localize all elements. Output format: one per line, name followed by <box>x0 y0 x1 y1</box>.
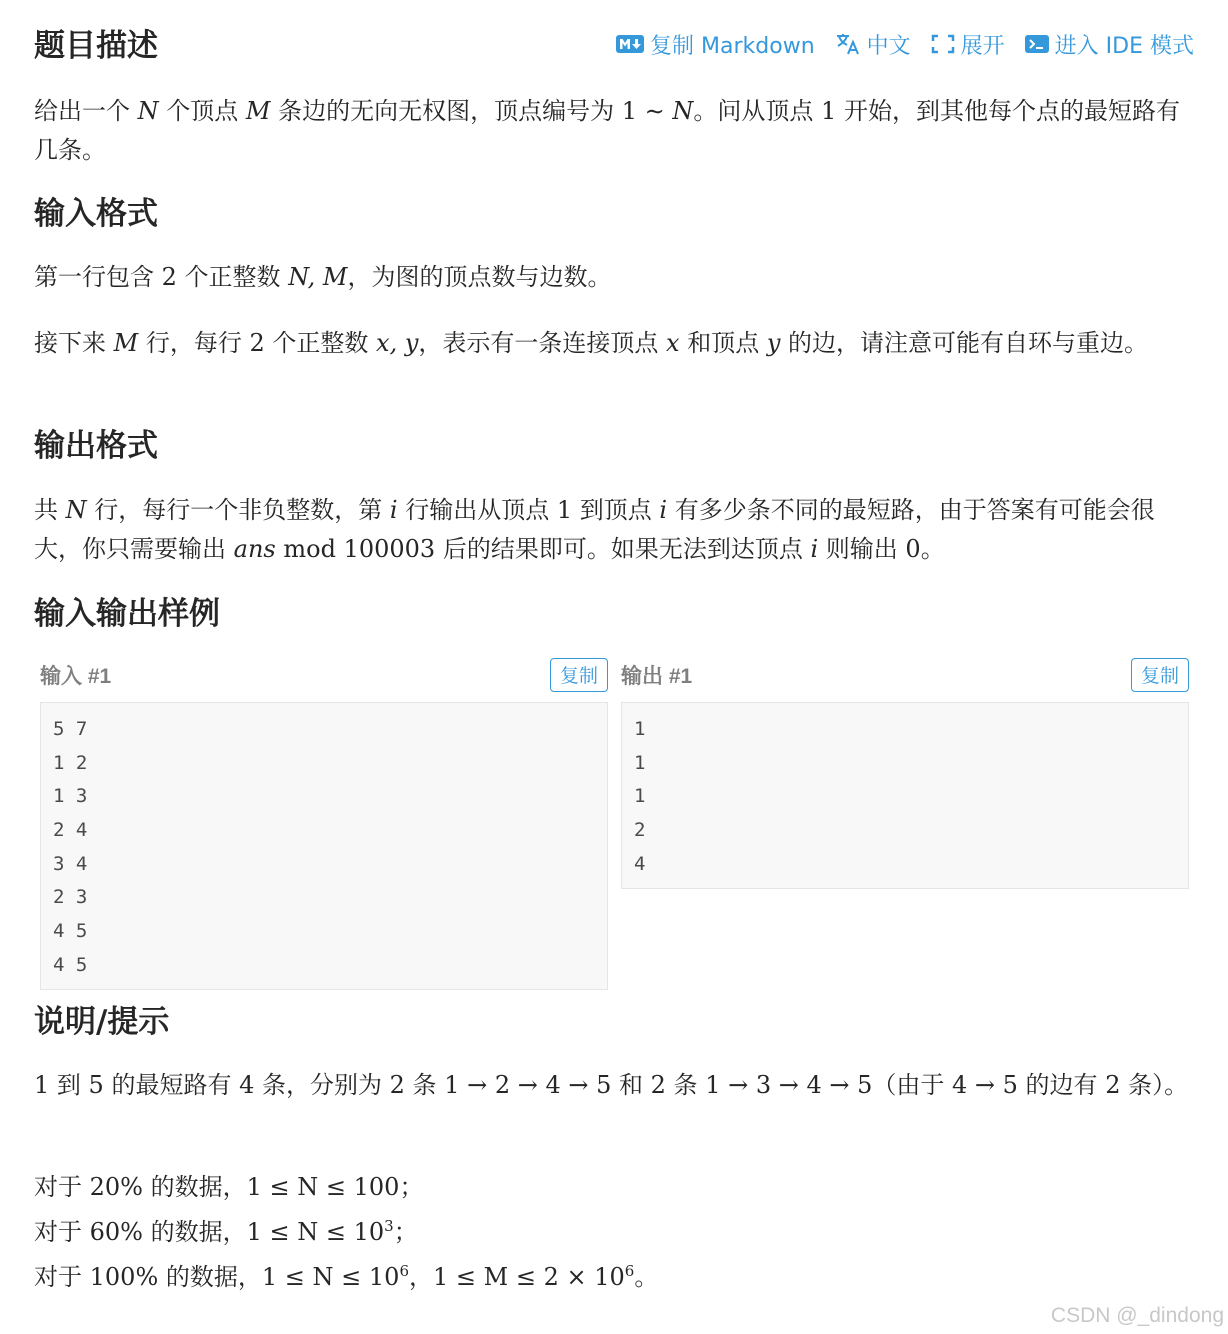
copy-markdown-button[interactable] <box>616 29 815 60</box>
ide-mode-label: 进入 IDE 模式 <box>1054 33 1194 59</box>
hint-explanation: 1 到 5 的最短路有 4 条，分别为 2 条 1 → 2 → 4 → 5 和 2 条 1 → 3 → 4 → 5（由于 4 → 5 的边有 2 条）。 <box>34 1071 1189 1099</box>
copy-input-button[interactable]: 复制 <box>550 658 608 692</box>
markdown-icon <box>616 35 644 53</box>
expand-button[interactable] <box>931 29 1005 60</box>
sample-input <box>34 656 608 976</box>
problem-toolbar <box>610 28 1194 60</box>
description-text: 给出一个 N 个顶点 M 条边的无向无权图，顶点编号为 1 ∼ N。问从顶点 1 开始，到其他每个点的最短路有几条。 <box>34 97 1180 164</box>
sample-output <box>615 656 1189 875</box>
sample-input-code <box>40 702 608 990</box>
hint-constraints <box>34 1168 1194 1297</box>
sample-output-code <box>621 702 1189 889</box>
watermark: CSDN @_dindong <box>1050 1304 1224 1327</box>
code-line: 1 3 <box>53 785 88 808</box>
expand-label: 展开 <box>960 33 1005 59</box>
code-line: 1 2 <box>53 751 88 774</box>
constraint-line: 对于 60% 的数据，$1 \le N \le 10^3$； <box>34 1217 418 1246</box>
code-line: 4 5 <box>53 953 88 976</box>
heading-output-format: 输出格式 <box>34 428 158 464</box>
input-format-line2: 接下来 M 行，每行 2 个正整数 x, y，表示有一条连接顶点 x 和顶点 y 的边，请注意可能有自环与重边。 <box>34 329 1149 357</box>
constraint-line: 对于 20% 的数据，1 ≤ N ≤ 100； <box>34 1173 424 1201</box>
code-line: 4 5 <box>53 920 88 943</box>
code-line: 2 4 <box>53 819 88 842</box>
expand-icon <box>931 34 955 54</box>
heading-description: 题目描述 <box>34 28 158 64</box>
heading-input-format: 输入格式 <box>34 196 158 232</box>
code-line: 1 <box>634 785 646 808</box>
translate-icon <box>835 32 861 56</box>
code-line: 5 7 <box>53 718 88 740</box>
heading-samples: 输入输出样例 <box>34 596 220 632</box>
code-line: 1 <box>634 718 646 740</box>
code-line: 4 <box>634 852 646 875</box>
code-line: 2 3 <box>53 886 88 909</box>
terminal-icon <box>1025 34 1049 54</box>
copy-markdown-label: 复制 Markdown <box>650 33 815 59</box>
input-format-line1: 第一行包含 2 个正整数 N, M，为图的顶点数与边数。 <box>34 263 612 291</box>
language-label: 中文 <box>866 33 911 59</box>
constraint-line: 对于 100% 的数据，$1 \le N \le 10^6$，$1 \le M \le 2 \times 10^6$。 <box>34 1262 659 1291</box>
code-line: 2 <box>634 819 646 842</box>
output-format-text: 共 N 行，每行一个非负整数，第 i 行输出从顶点 1 到顶点 i 有多少条不同的最短路，由于答案有可能会很大，你只需要输出 ans mod 100003 后的结果即可。如果无法到达顶点 i 则输出 0。 <box>34 496 1155 563</box>
code-line: 3 4 <box>53 852 88 875</box>
language-button[interactable] <box>835 29 911 60</box>
ide-mode-button[interactable] <box>1025 29 1194 60</box>
heading-hint: 说明/提示 <box>34 1004 170 1040</box>
copy-output-button[interactable]: 复制 <box>1131 658 1189 692</box>
sample-output-title: 输出 #1 <box>621 665 693 688</box>
code-line: 1 <box>634 751 646 774</box>
sample-input-title: 输入 #1 <box>40 665 112 688</box>
